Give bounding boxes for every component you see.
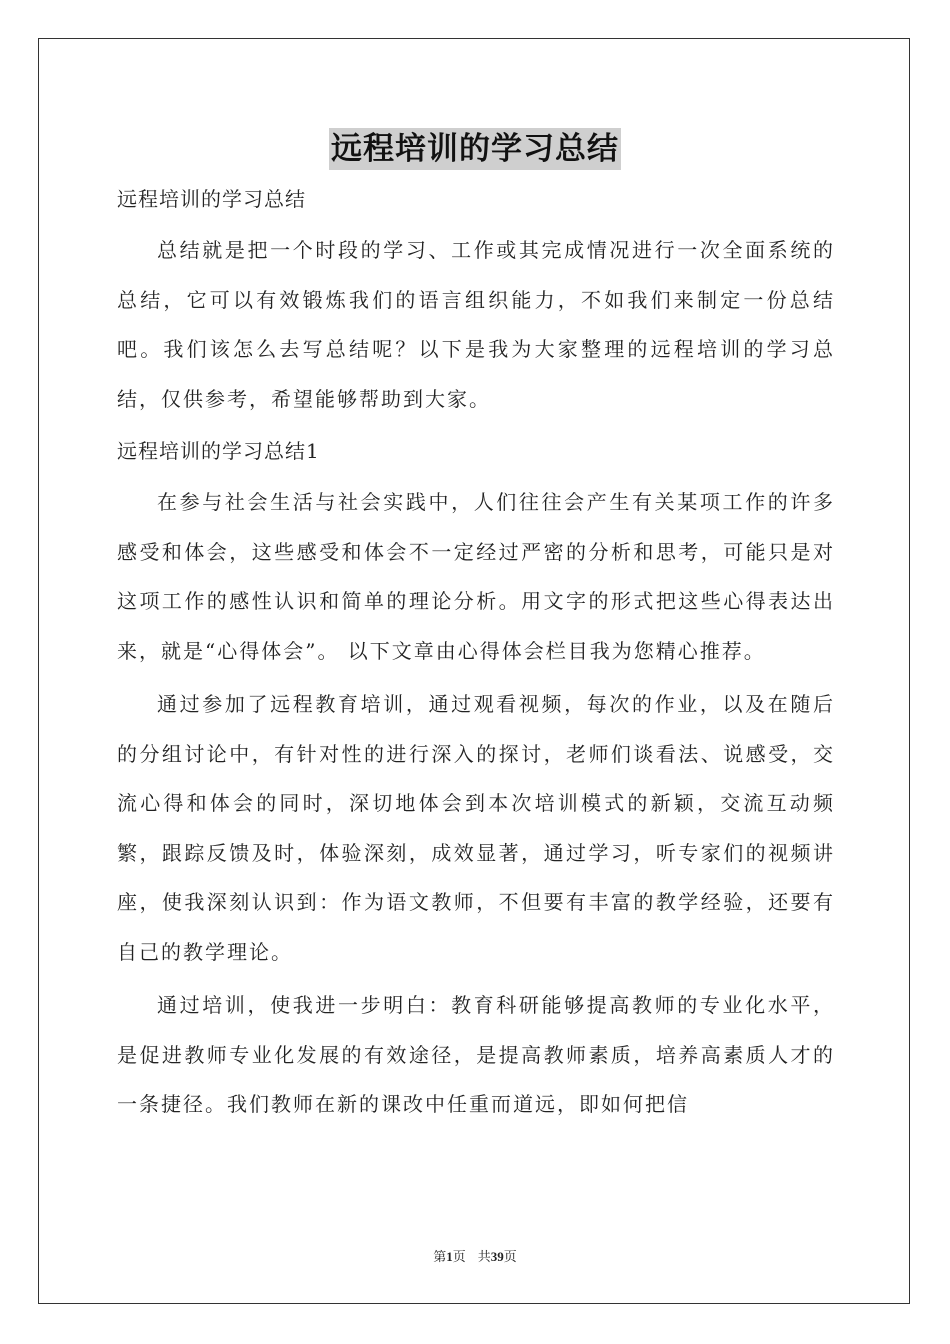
- body-paragraph-1: 在参与社会生活与社会实践中，人们往往会产生有关某项工作的许多感受和体会，这些感受和体会不一定经过严密的分析和思考，可能只是对这项工作的感性认识和简单的理论分析。用文字的形式把这些心得表达出来，就是“心得体会”。 以下文章由心得体会栏目我为您精心推荐。: [117, 490, 835, 663]
- total-pages: 39: [490, 1249, 504, 1264]
- page-number: 1: [446, 1249, 453, 1264]
- body-paragraph-2: 通过参加了远程教育培训，通过观看视频，每次的作业，以及在随后的分组讨论中，有针对性的进行深入的探讨，老师们谈看法、说感受，交流心得和体会的同时，深切地体会到本次培训模式的新颖，交流互动频繁，跟踪反馈及时，体验深刻，成效显著，通过学习，听专家们的视频讲座，使我深刻认识到：作为语文教师，不但要有丰富的教学经验，还要有自己的教学理论。: [117, 692, 835, 964]
- page-prefix: 第: [433, 1249, 447, 1264]
- document-subtitle: 远程培训的学习总结: [117, 187, 306, 211]
- total-prefix: 共: [477, 1249, 491, 1264]
- page-footer: [0, 1246, 950, 1265]
- intro-paragraph: 总结就是把一个时段的学习、工作或其完成情况进行一次全面系统的总结，它可以有效锻炼我们的语言组织能力，不如我们来制定一份总结吧。我们该怎么去写总结呢？以下是我为大家整理的远程培训的学习总结，仅供参考，希望能够帮助到大家。: [117, 238, 835, 411]
- total-suffix: 页: [503, 1249, 517, 1264]
- document-title: 远程培训的学习总结: [329, 128, 621, 170]
- document-body: [117, 178, 835, 1130]
- body-paragraph-3: 通过培训，使我进一步明白：教育科研能够提高教师的专业化水平，是促进教师专业化发展的有效途径，是提高教师素质，培养高素质人才的一条捷径。我们教师在新的课改中任重而道远，即如何把信: [117, 993, 835, 1116]
- title-container: [0, 128, 950, 170]
- page-suffix: 页: [452, 1249, 466, 1264]
- section-heading: 远程培训的学习总结1: [117, 439, 320, 463]
